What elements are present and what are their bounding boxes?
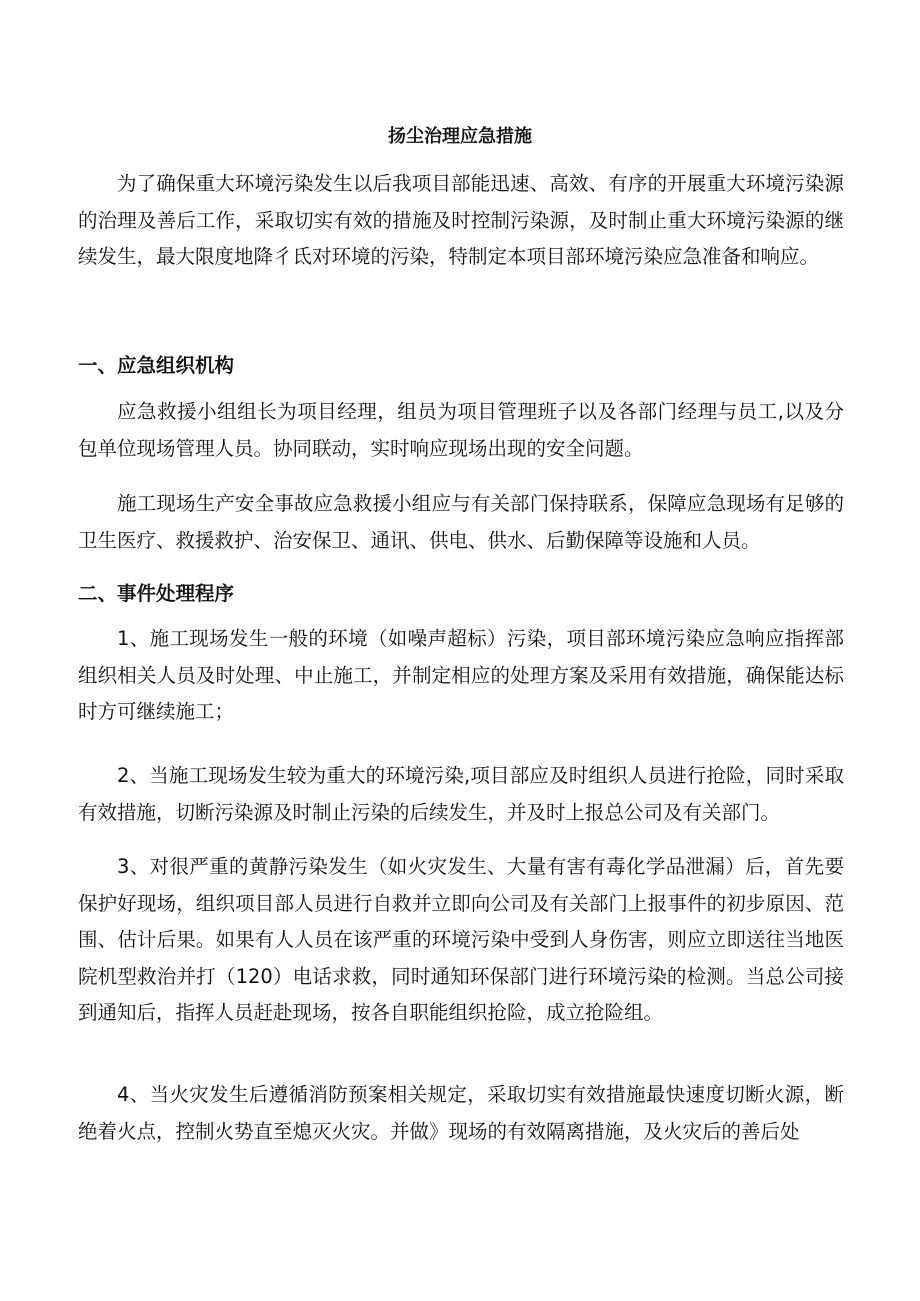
section-heading-procedure: 二、事件处理程序 [78,582,235,605]
document-title: 扬尘治理应急措施 [388,126,532,147]
paragraph-procedure-3: 3、对很严重的黄静污染发生（如火灾发生、大量有害有毒化学品泄漏）后，首先要保护好现场，组织项目部人员进行自救并立即向公司及有关部门上报事件的初步原因、范围、估计后果。如果有人人员在该严重的环境污染中受到人身伤害，则应立即送往当地医院机型救治并打（120）电话求救，同时通知环保部门进行环境污染的检测。当总公司接到通知后，指挥人员赶赴现场，按各自职能组织抢险，成立抢险组。 [78,855,844,1025]
intro-paragraph: 为了确保重大环境污染发生以后我项目部能迅速、高效、有序的开展重大环境污染源的治理及善后工作，采取切实有效的措施及时控制污染源，及时制止重大环境污染源的继续发生，最大限度地降彳氐对环境的污染，特制定本项目部环境污染应急准备和响应。 [78,172,844,269]
paragraph-procedure-4: 4、当火灾发生后遵循消防预案相关规定，采取切实有效措施最快速度切断火源，断绝着火点，控制火势直至熄灭火灾。并做》现场的有效隔离措施，及火灾后的善后处 [78,1083,844,1143]
paragraph-procedure-1: 1、施工现场发生一般的环境（如噪声超标）污染，项目部环境污染应急响应指挥部组织相关人员及时处理、中止施工，并制定相应的处理方案及采用有效措施，确保能达标时方可继续施工； [78,627,844,724]
section-heading-organization: 一、应急组织机构 [78,354,235,377]
paragraph-organization-2: 施工现场生产安全事故应急救援小组应与有关部门保持联系，保障应急现场有足够的卫生医疗、救援救护、治安保卫、通讯、供电、供水、后勤保障等设施和人员。 [78,492,844,552]
paragraph-procedure-2: 2、当施工现场发生较为重大的环境污染,项目部应及时组织人员进行抢险，同时采取有效措施，切断污染源及时制止污染的后续发生，并及时上报总公司及有关部门。 [78,764,844,824]
paragraph-organization-1: 应急救援小组组长为项目经理，组员为项目管理班子以及各部门经理与员工,以及分包单位现场管理人员。协同联动，实时响应现场出现的安全问题。 [78,400,844,460]
